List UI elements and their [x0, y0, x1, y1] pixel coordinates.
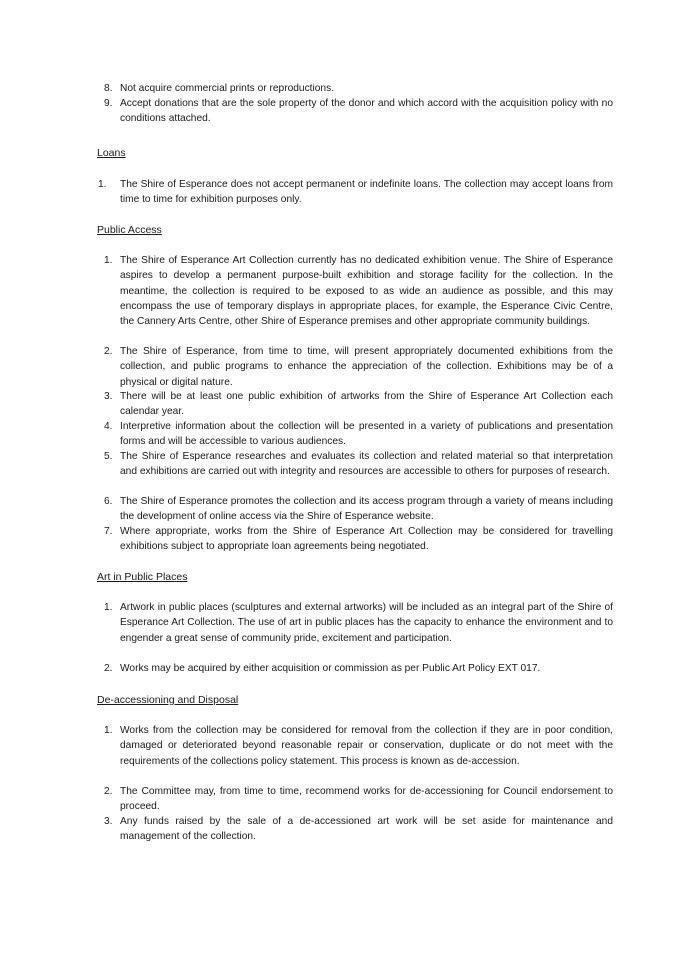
section-heading-deaccessioning: De-accessioning and Disposal — [97, 694, 239, 706]
list-number: 2. — [104, 786, 113, 797]
list-text: Not acquire commercial prints or reproductions. — [120, 83, 335, 94]
list-text: The Shire of Esperance promotes the collection and its access program through a variety of means including the development of online access via the Shire of Esperance website. — [120, 496, 613, 523]
list-text: The Shire of Esperance does not accept permanent or indefinite loans. The collection may accept loans from time to time for exhibition purposes only. — [120, 179, 613, 206]
list-text: The Shire of Esperance, from time to time, will present appropriately documented exhibitions from the collection, and public programs to enhance the appreciation of the collection. Exhibitions may be of a physical or digital nature. — [120, 346, 613, 388]
list-number: 3. — [104, 816, 113, 827]
list-number: 1. — [104, 602, 113, 613]
list-number: 2. — [104, 346, 113, 357]
list-text: Works may be acquired by either acquisition or commission as per Public Art Policy EXT 017. — [120, 663, 541, 674]
list-number: 1. — [104, 725, 113, 736]
list-text: Where appropriate, works from the Shire of Esperance Art Collection may be considered for travelling exhibitions subject to appropriate loan agreements being negotiated. — [120, 526, 613, 553]
list-text: Any funds raised by the sale of a de-accessioned art work will be set aside for maintenance and management of the collection. — [120, 816, 613, 843]
list-number: 1. — [104, 255, 113, 266]
list-text: Interpretive information about the collection will be presented in a variety of publications and presentation forms and will be accessible to various audiences. — [120, 421, 613, 448]
list-text: Works from the collection may be considered for removal from the collection if they are in poor condition, damaged or deteriorated beyond reasonable repair or conservation, duplicate or do not meet with the requirements of the collections policy statement. This process is known as de-accession. — [120, 725, 613, 767]
list-number: 1. — [98, 179, 107, 190]
list-number: 9. — [104, 98, 113, 109]
list-text: The Shire of Esperance researches and evaluates its collection and related material so that interpretation and exhibitions are carried out with integrity and resources are accessible to others for purposes of research. — [120, 451, 613, 478]
list-number: 2. — [104, 663, 113, 674]
list-number: 7. — [104, 526, 113, 537]
list-text: The Committee may, from time to time, recommend works for de-accessioning for Council endorsement to proceed. — [120, 786, 613, 813]
list-text: Artwork in public places (sculptures and external artworks) will be included as an integral part of the Shire of Esperance Art Collection. The use of art in public places has the capacity to enhance the environment and to engender a great sense of community pride, excitement and participation. — [120, 602, 613, 644]
section-heading-public-access: Public Access — [97, 224, 162, 236]
list-text: There will be at least one public exhibition of artworks from the Shire of Esperance Art Collection each calendar year. — [120, 391, 613, 418]
list-number: 4. — [104, 421, 113, 432]
list-number: 3. — [104, 391, 113, 402]
list-number: 5. — [104, 451, 113, 462]
list-text: The Shire of Esperance Art Collection currently has no dedicated exhibition venue. The Shire of Esperance aspires to develop a permanent purpose-built exhibition and storage facility for the collection. In the meantime, the collection is required to be exposed to as wide an audience as possible, and this may encompass the use of temporary displays in appropriate places, for example, the Esperance Civic Centre, the Cannery Arts Centre, other Shire of Esperance premises and other appropriate community buildings. — [120, 255, 613, 328]
list-number: 6. — [104, 496, 113, 507]
list-text: Accept donations that are the sole property of the donor and which accord with the acquisition policy with no conditions attached. — [120, 98, 613, 125]
list-number: 8. — [104, 83, 113, 94]
section-heading-loans: Loans — [97, 147, 126, 159]
section-heading-art-in-public-places: Art in Public Places — [97, 571, 188, 583]
